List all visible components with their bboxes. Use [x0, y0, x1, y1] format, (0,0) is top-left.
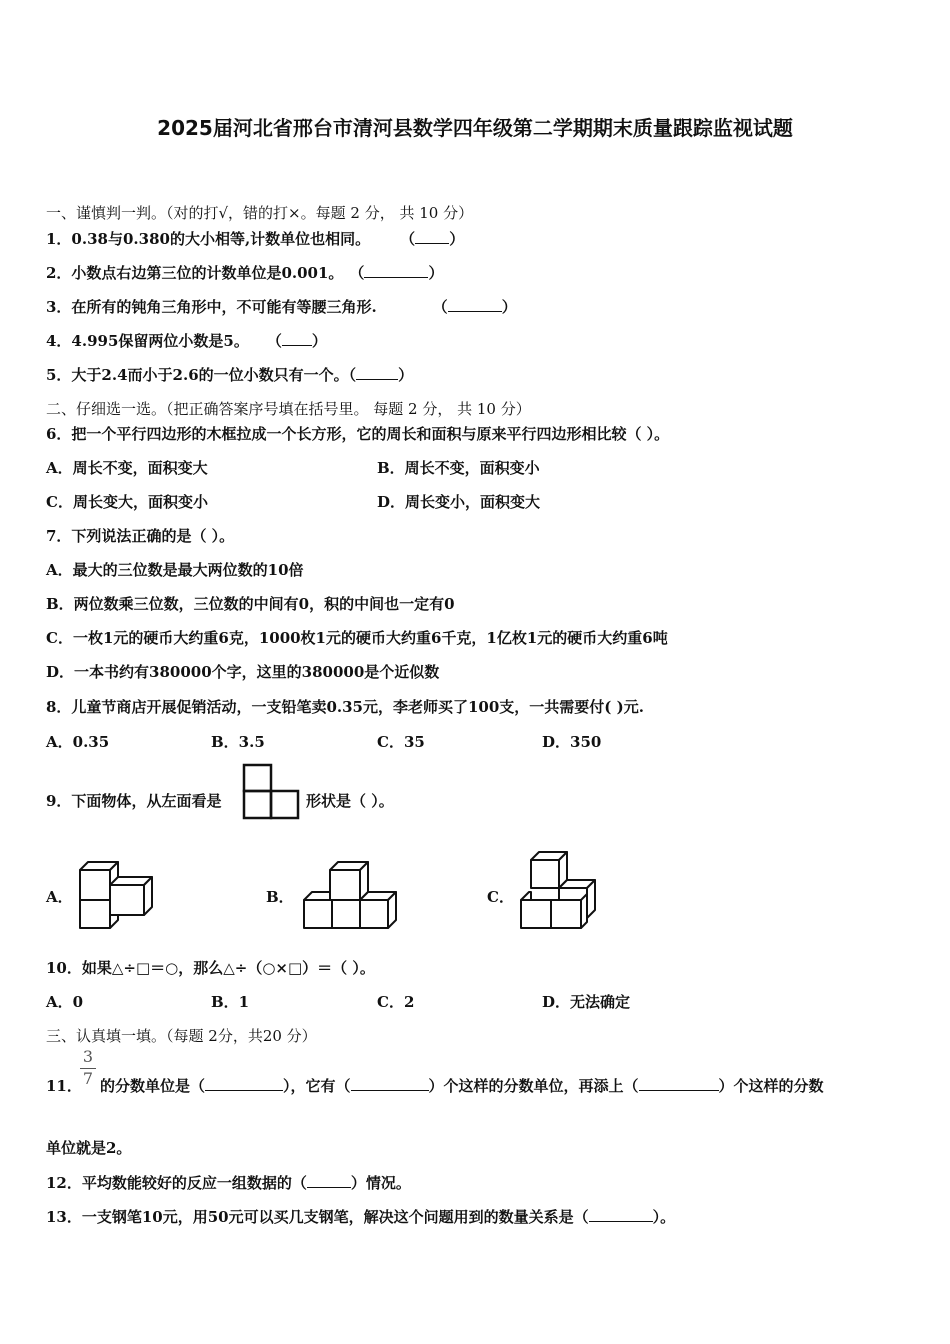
answer-blank[interactable] — [589, 1207, 653, 1222]
page-title: 2025届河北省邢台市清河县数学四年级第二学期期末质量跟踪监视试题 — [157, 116, 793, 140]
question-9-option-a[interactable]: A． — [46, 888, 73, 906]
question-11-continued: 单位就是2。 — [46, 1139, 132, 1157]
question-8-option-a[interactable]: A．0.35 — [46, 733, 110, 751]
question-5-text: 5．大于2.4而小于2.6的一位小数只有一个。 — [46, 366, 349, 384]
question-3: 3．在所有的钝角三角形中，不可能有等腰三角形. （ ） — [46, 298, 517, 316]
answer-blank[interactable] — [307, 1173, 351, 1188]
question-6-option-c[interactable]: C．周长变大，面积变小 — [46, 493, 208, 511]
question-8-option-b[interactable]: B．3.5 — [211, 733, 265, 751]
answer-blank[interactable] — [448, 297, 502, 312]
question-3-text: 3．在所有的钝角三角形中，不可能有等腰三角形. — [46, 298, 377, 316]
question-7-option-b[interactable]: B．两位数乘三位数，三位数的中间有0，积的中间也一定有0 — [46, 595, 455, 613]
question-7-option-c[interactable]: C．一枚1元的硬币大约重6克，1000枚1元的硬币大约重6千克，1亿枚1元的硬币大约重6吨 — [46, 629, 668, 647]
question-13: 13．一支钢笔10元，用50元可以买几支钢笔，解决这个问题用到的数量关系是（ ）。 — [46, 1208, 676, 1226]
question-8-option-d[interactable]: D．350 — [542, 733, 602, 751]
question-9-suffix: 形状是（ ）。 — [306, 792, 394, 810]
question-9-prefix: 9．下面物体，从左面看是 — [46, 792, 222, 810]
question-6: 6．把一个平行四边形的木框拉成一个长方形，它的周长和面积与原来平行四边形相比较（ ）。 — [46, 425, 670, 443]
answer-blank[interactable] — [364, 263, 428, 278]
question-4-text: 4．4.995保留两位小数是5。 — [46, 332, 249, 350]
question-10-option-d[interactable]: D．无法确定 — [542, 993, 631, 1011]
question-7: 7．下列说法正确的是（ ）。 — [46, 527, 235, 545]
question-4: 4．4.995保留两位小数是5。 （ ） — [46, 332, 327, 350]
answer-blank[interactable] — [415, 229, 449, 244]
question-6-option-d[interactable]: D．周长变小，面积变大 — [377, 493, 541, 511]
cube-stack-figure-a[interactable] — [76, 858, 158, 932]
question-9-option-c[interactable]: C． — [487, 888, 514, 906]
question-10-option-b[interactable]: B．1 — [211, 993, 250, 1011]
question-12: 12．平均数能较好的反应一组数据的（ ）情况。 — [46, 1174, 411, 1192]
answer-blank[interactable] — [356, 365, 398, 380]
answer-blank[interactable] — [205, 1076, 283, 1091]
question-10-option-a[interactable]: A．0 — [46, 993, 84, 1011]
cube-stack-figure-b[interactable] — [300, 858, 400, 932]
left-view-shape-figure — [242, 763, 300, 821]
question-10: 10．如果△÷□＝○，那么△÷（○×□）＝（ ）。 — [46, 959, 375, 977]
question-5: 5．大于2.4而小于2.6的一位小数只有一个。（ ） — [46, 366, 414, 384]
answer-blank[interactable] — [282, 331, 312, 346]
question-6-option-a[interactable]: A．周长不变，面积变大 — [46, 459, 208, 477]
section-heading-2: 二、仔细选一选。（把正确答案序号填在括号里。 每题 2 分， 共 10 分） — [46, 400, 531, 418]
question-11: 的分数单位是（ ），它有（ ）个这样的分数单位，再添上（ ）个这样的分数 — [100, 1077, 824, 1095]
question-1-text: 1．0.38与0.380的大小相等,计数单位也相同。 — [46, 230, 371, 248]
question-10-option-c[interactable]: C．2 — [377, 993, 415, 1011]
question-7-option-d[interactable]: D．一本书约有380000个字，这里的380000是个近似数 — [46, 663, 440, 681]
section-heading-3: 三、认真填一填。（每题 2分，共20 分） — [46, 1027, 317, 1045]
fraction-three-sevenths: 3 7 — [80, 1048, 96, 1088]
question-11-number: 11． — [46, 1077, 82, 1095]
question-2-text: 2．小数点右边第三位的计数单位是0.001。 — [46, 264, 344, 282]
question-9-option-b[interactable]: B． — [266, 888, 294, 906]
question-1: 1．0.38与0.380的大小相等,计数单位也相同。 （ ） — [46, 230, 465, 248]
question-8-option-c[interactable]: C．35 — [377, 733, 425, 751]
question-7-option-a[interactable]: A．最大的三位数是最大两位数的10倍 — [46, 561, 304, 579]
cube-stack-figure-c[interactable] — [517, 848, 599, 932]
answer-blank[interactable] — [351, 1076, 429, 1091]
answer-blank[interactable] — [639, 1076, 719, 1091]
section-heading-1: 一、谨慎判一判。（对的打√，错的打×。每题 2 分， 共 10 分） — [46, 204, 474, 222]
question-8: 8．儿童节商店开展促销活动，一支铅笔卖0.35元，李老师买了100支，一共需要付( )元. — [46, 698, 644, 716]
question-6-option-b[interactable]: B．周长不变，面积变小 — [377, 459, 540, 477]
question-2: 2．小数点右边第三位的计数单位是0.001。 （ ） — [46, 264, 444, 282]
